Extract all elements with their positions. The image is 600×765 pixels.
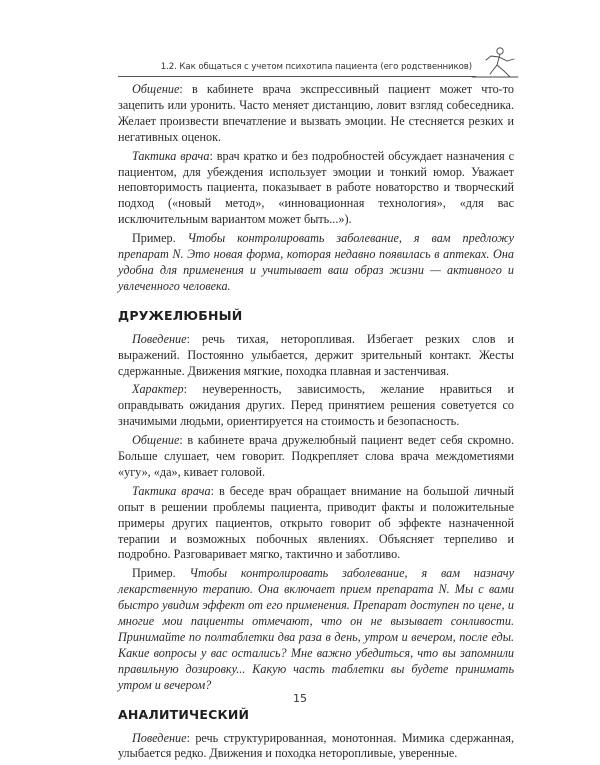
term-label: Характер xyxy=(132,382,184,397)
term-label: Поведение xyxy=(132,331,187,346)
section-heading-friendly: ДРУЖЕЛЮБНЫЙ xyxy=(118,307,243,323)
page-body xyxy=(118,82,514,765)
term-label: Общение xyxy=(132,433,180,448)
paragraph-communication-expressive: Общение: в кабинете врача экспрессивный пациент может что-то зацепить или уронить. Часто меняет дистанцию, ловит взгляд собеседника. Желает произвести впечатление и вызвать эмоции. Не стесняется резких и негативных оценок. xyxy=(118,82,514,144)
term-label: Общение xyxy=(132,82,180,96)
term-label: Тактика врача xyxy=(132,483,211,498)
paragraph-character-friendly: Характер: неуверенность, зависимость, желание нравиться и оправдывать ожидания других. Перед принятием решения советуется со значимыми людьми, ориентируется на стоимость и безопасность. xyxy=(118,382,514,429)
section-heading-analytical: АНАЛИТИЧЕСКИЙ xyxy=(118,706,250,722)
paragraph-communication-friendly: Общение: в кабинете врача дружелюбный пациент ведет себя скромно. Больше слушает, чем говорит. Подкрепляет слова врача междометиями «угу», «да», кивает головой. xyxy=(118,433,514,479)
paragraph-example-expressive: Пример. Чтобы контролировать заболевание, я вам предложу препарат N. Это новая форма, которая недавно появилась в аптеках. Она удобна для применения и учитывает ваш образ жизни — активного и увлеченного человека. xyxy=(118,231,514,293)
paragraph-tactics-friendly: Тактика врача: в беседе врач обращает внимание на большой личный опыт в решении проблемы пациента, приводит факты и положительные примеры других пациентов, открыто говорит об эффекте назначенной терапии и возможных побочных явлениях. Объясняет терпеливо и подробно. Разговаривает мягко, тактично и заботливо. xyxy=(118,483,514,562)
header-rule xyxy=(118,76,476,77)
paragraph-tactics-expressive: Тактика врача: врач кратко и без подробностей обсуждает назначения с пациентом, для убеждения использует эмоции и тонкий юмор. Уважает неповторимость пациента, показывает в работе новаторство и творческий подход («новый метод», «инновационная технология», «для вас исключительным вариантом может быть...»). xyxy=(118,148,514,227)
term-label: Поведение xyxy=(132,730,187,745)
page-number: 15 xyxy=(293,692,307,705)
example-label: Пример. xyxy=(132,231,188,246)
paragraph-behavior-analytical: Поведение: речь структурированная, монотонная. Мимика сдержанная, улыбается редко. Движения и походка неторопливые, уверенные. xyxy=(118,730,514,761)
example-label: Пример. xyxy=(132,566,190,581)
term-label: Тактика врача xyxy=(132,148,210,163)
paragraph-behavior-friendly: Поведение: речь тихая, неторопливая. Избегает резких слов и выражений. Постоянно улыбается, держит зрительный контакт. Жесты сдержанные. Движения мягкие, походка плавная и застенчивая. xyxy=(118,331,514,378)
paragraph-example-friendly: Пример. Чтобы контролировать заболевание, я вам назначу лекарственную терапию. Она включает прием препарата N. Мы с вами быстро увидим эффект от его применения. Препарат доступен по цене, и многие мои пациенты отмечают, что он не вызывает сонливости. Принимайте по полтаблетки два раза в день, утром и вечером, после еды. Какие вопросы у вас остались? Мне важно убедиться, что вы запомнили правильную дозировку... Какую часть таблетки вы будете принимать утром и вечером? xyxy=(118,566,514,692)
running-head: 1.2. Как общаться с учетом психотипа пациента (его родственников) xyxy=(160,62,472,72)
running-figure-icon xyxy=(470,44,520,82)
